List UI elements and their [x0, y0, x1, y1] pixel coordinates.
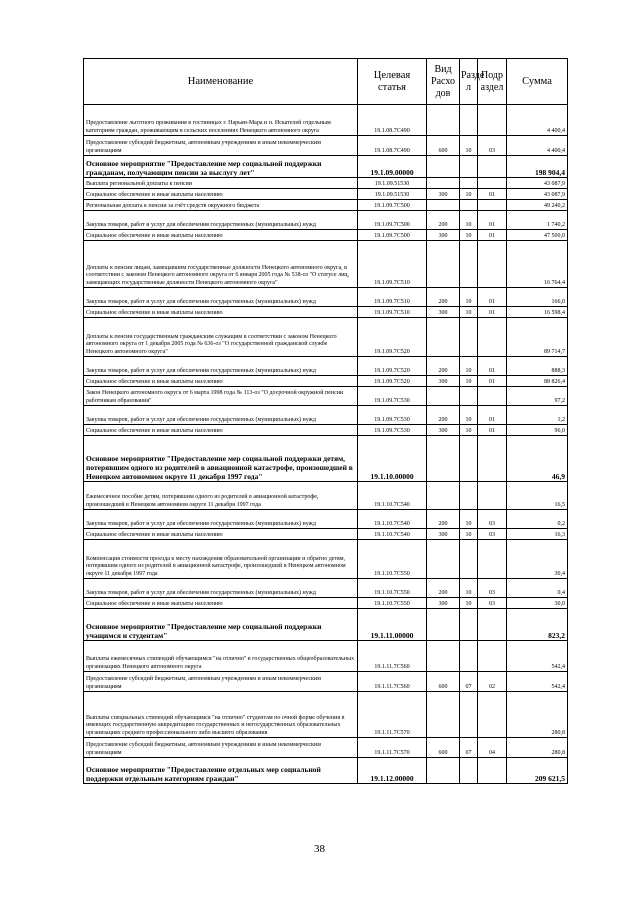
row-expense-type: 200: [427, 406, 460, 425]
row-amount: 30,4: [507, 540, 568, 579]
row-expense-type: [427, 318, 460, 357]
row-name: Компенсация стоимости проезда к месту нахождения образовательной организации и обратно детям, потерявшим одного из родителей в авиационной катастрофе, произошедшей в Ненецком автономном округе 11 декабря 1997 года: [84, 540, 358, 579]
row-subsection: 04: [478, 738, 507, 758]
row-name: Закупка товаров, работ и услуг для обеспечения государственных (муниципальных) нужд: [84, 510, 358, 529]
row-expense-type: 300: [427, 189, 460, 200]
row-subsection: [478, 156, 507, 178]
table-header-row: [84, 59, 568, 105]
row-section: [460, 609, 478, 641]
row-code: 19.1.09.7С520: [358, 357, 427, 376]
row-code: 19.1.11.7С560: [358, 672, 427, 692]
row-name: Закупка товаров, работ и услуг для обеспечения государственных (муниципальных) нужд: [84, 579, 358, 598]
table-row: [84, 189, 568, 200]
row-amount: 166,0: [507, 288, 568, 307]
row-section: 10: [460, 425, 478, 436]
row-expense-type: [427, 540, 460, 579]
row-subsection: 01: [478, 307, 507, 318]
table-row: [84, 406, 568, 425]
row-section: 10: [460, 211, 478, 230]
row-section: [460, 692, 478, 738]
row-expense-type: [427, 641, 460, 672]
row-code: 19.1.09.7С510: [358, 307, 427, 318]
row-section: 10: [460, 510, 478, 529]
row-expense-type: 300: [427, 376, 460, 387]
table-row: [84, 387, 568, 406]
row-section: 07: [460, 672, 478, 692]
header-sum: Сумма: [507, 59, 568, 105]
row-code: 19.1.08.7С490: [358, 136, 427, 156]
row-section: 10: [460, 579, 478, 598]
row-expense-type: [427, 609, 460, 641]
table-row: [84, 672, 568, 692]
row-code: 19.1.09.51530: [358, 178, 427, 189]
table-row-main-activity: [84, 156, 568, 178]
row-expense-type: [427, 482, 460, 510]
row-name: Доплаты к пенсии лицам, замещавшим государственные должности Ненецкого автономного округа, в соответствии с законом Ненецкого автономного округа от 6 января 2005 года № 538-оз "О статусе лиц, замещающих государственные должности Ненецкого автономного округа": [84, 241, 358, 288]
row-amount: 96,0: [507, 425, 568, 436]
budget-table: [83, 58, 568, 784]
row-amount: 280,8: [507, 692, 568, 738]
row-amount: 542,4: [507, 672, 568, 692]
row-amount: 823,2: [507, 609, 568, 641]
row-name: Основное мероприятие "Предоставление отдельных мер социальной поддержки отдельным категориям граждан": [84, 758, 358, 784]
row-section: [460, 641, 478, 672]
table-row: [84, 307, 568, 318]
row-expense-type: [427, 156, 460, 178]
table-row: [84, 482, 568, 510]
row-amount: 198 904,4: [507, 156, 568, 178]
row-code: 19.1.08.7С490: [358, 105, 427, 136]
row-code: 19.1.09.7С500: [358, 230, 427, 241]
row-name: Предоставление субсидий бюджетным, автономным учреждениям и иным некоммерческим организациям: [84, 136, 358, 156]
row-amount: 30,0: [507, 598, 568, 609]
row-name: Ежемесячное пособие детям, потерявшим одного из родителей в авиационной катастрофе, произошедшей в Ненецком автономном округе 11 декабря 1997 года: [84, 482, 358, 510]
row-section: [460, 482, 478, 510]
row-code: 19.1.09.51530: [358, 189, 427, 200]
row-expense-type: 300: [427, 529, 460, 540]
row-code: 19.1.09.7С500: [358, 200, 427, 211]
row-amount: 43 087,9: [507, 189, 568, 200]
row-amount: 888,3: [507, 357, 568, 376]
header-name: Наименование: [84, 59, 358, 105]
row-name: Закупка товаров, работ и услуг для обеспечения государственных (муниципальных) нужд: [84, 406, 358, 425]
row-amount: 4 400,4: [507, 105, 568, 136]
table-row: [84, 178, 568, 189]
table-row: [84, 136, 568, 156]
row-section: [460, 318, 478, 357]
row-name: Закупка товаров, работ и услуг для обеспечения государственных (муниципальных) нужд: [84, 288, 358, 307]
row-expense-type: [427, 200, 460, 211]
row-code: 19.1.10.7С550: [358, 579, 427, 598]
row-expense-type: [427, 758, 460, 784]
table-row: [84, 529, 568, 540]
row-amount: 89 714,7: [507, 318, 568, 357]
table-row: [84, 738, 568, 758]
row-code: 19.1.09.7С500: [358, 211, 427, 230]
row-name: Выплаты специальных стипендий обучающимся "на отлично" студентам по очной форме обучения в имеющих государственную аккредитацию государственных и негосударственных образовательных организациях среднего профессионального либо высшего образования: [84, 692, 358, 738]
row-subsection: 03: [478, 579, 507, 598]
row-code: 19.1.09.7С530: [358, 406, 427, 425]
row-expense-type: 200: [427, 357, 460, 376]
row-amount: 43 087,9: [507, 178, 568, 189]
table-row: [84, 241, 568, 288]
table-row: [84, 200, 568, 211]
row-subsection: 03: [478, 598, 507, 609]
row-subsection: 01: [478, 425, 507, 436]
row-section: [460, 387, 478, 406]
row-name: Основное мероприятие "Предоставление мер социальной поддержки детям, потерявшим одного из родителей в авиационной катастрофе, произошедшей в Ненецком автономном округе 11 декабря 1997 года": [84, 436, 358, 482]
row-expense-type: 200: [427, 288, 460, 307]
row-code: 19.1.11.7С560: [358, 641, 427, 672]
row-code: 19.1.09.7С520: [358, 318, 427, 357]
row-amount: 47 500,0: [507, 230, 568, 241]
row-name: Социальное обеспечение и иные выплаты населению: [84, 425, 358, 436]
page-number: 38: [314, 843, 325, 855]
row-subsection: 01: [478, 189, 507, 200]
budget-table-container: [83, 58, 567, 784]
table-row: [84, 641, 568, 672]
row-code: 19.1.11.00000: [358, 609, 427, 641]
row-amount: 46,9: [507, 436, 568, 482]
row-name: Предоставление субсидий бюджетным, автономным учреждениям и иным некоммерческим организациям: [84, 672, 358, 692]
row-subsection: 02: [478, 672, 507, 692]
row-section: 10: [460, 136, 478, 156]
table-row: [84, 105, 568, 136]
row-section: 10: [460, 288, 478, 307]
row-expense-type: 300: [427, 425, 460, 436]
row-name: Предоставление льготного проживания в гостиницах г. Нарьян-Мара и п. Искателей отдельным категориям граждан, проживающим в сельских поселениях Ненецкого автономного округа: [84, 105, 358, 136]
row-amount: 16 598,4: [507, 307, 568, 318]
row-section: 10: [460, 529, 478, 540]
row-name: Закупка товаров, работ и услуг для обеспечения государственных (муниципальных) нужд: [84, 211, 358, 230]
row-amount: 0,4: [507, 579, 568, 598]
table-row: [84, 318, 568, 357]
row-section: [460, 758, 478, 784]
row-amount: 280,8: [507, 738, 568, 758]
row-subsection: 03: [478, 529, 507, 540]
row-subsection: [478, 641, 507, 672]
row-expense-type: [427, 241, 460, 288]
row-section: [460, 105, 478, 136]
row-name: Социальное обеспечение и иные выплаты населению: [84, 376, 358, 387]
row-code: 19.1.09.7С510: [358, 288, 427, 307]
row-code: 19.1.10.7С540: [358, 529, 427, 540]
row-section: 10: [460, 307, 478, 318]
row-code: 19.1.10.7С550: [358, 540, 427, 579]
row-code: 19.1.11.7С570: [358, 692, 427, 738]
row-subsection: [478, 178, 507, 189]
row-name: Предоставление субсидий бюджетным, автономным учреждениям и иным некоммерческим организациям: [84, 738, 358, 758]
row-code: 19.1.11.7С570: [358, 738, 427, 758]
row-subsection: [478, 692, 507, 738]
row-name: Социальное обеспечение и иные выплаты населению: [84, 189, 358, 200]
row-expense-type: 300: [427, 307, 460, 318]
header-code: Целевая статья: [358, 59, 427, 105]
row-code: 19.1.09.7С520: [358, 376, 427, 387]
row-code: 19.1.12.00000: [358, 758, 427, 784]
table-row: [84, 579, 568, 598]
table-row: [84, 376, 568, 387]
row-amount: 0,2: [507, 510, 568, 529]
table-row: [84, 425, 568, 436]
table-row: [84, 540, 568, 579]
row-subsection: 01: [478, 211, 507, 230]
row-code: 19.1.10.7С540: [358, 510, 427, 529]
row-amount: 88 826,4: [507, 376, 568, 387]
row-subsection: [478, 200, 507, 211]
row-name: Основное мероприятие "Предоставление мер социальной поддержки гражданам, получающим пенсии за выслугу лет": [84, 156, 358, 178]
row-subsection: [478, 241, 507, 288]
header-rz: Разде л: [460, 59, 478, 105]
row-expense-type: 600: [427, 672, 460, 692]
row-expense-type: [427, 178, 460, 189]
row-section: [460, 178, 478, 189]
table-body: [84, 105, 568, 784]
row-expense-type: [427, 692, 460, 738]
row-amount: 542,4: [507, 641, 568, 672]
row-name: Выплата региональной доплаты к пенсии: [84, 178, 358, 189]
row-subsection: 01: [478, 230, 507, 241]
row-amount: 97,2: [507, 387, 568, 406]
row-expense-type: 600: [427, 738, 460, 758]
row-subsection: 01: [478, 376, 507, 387]
row-section: 10: [460, 189, 478, 200]
row-name: Доплаты к пенсии государственным гражданским служащим в соответствии с законом Ненецкого автономного округа от 1 декабря 2005 года № 636-оз "О государственной гражданской службе Ненецкого автономного округа": [84, 318, 358, 357]
table-row: [84, 510, 568, 529]
table-row: [84, 357, 568, 376]
row-expense-type: 200: [427, 510, 460, 529]
row-section: 10: [460, 230, 478, 241]
row-amount: 4 400,4: [507, 136, 568, 156]
table-row-main-activity: [84, 609, 568, 641]
row-subsection: 03: [478, 510, 507, 529]
row-amount: 16,3: [507, 529, 568, 540]
row-section: [460, 156, 478, 178]
row-amount: 49 240,2: [507, 200, 568, 211]
table-row: [84, 230, 568, 241]
row-section: [460, 200, 478, 211]
table-row: [84, 288, 568, 307]
row-code: 19.1.10.7С540: [358, 482, 427, 510]
row-name: Социальное обеспечение и иные выплаты населению: [84, 598, 358, 609]
row-name: Закон Ненецкого автономного округа от 6 марта 1998 года № 113-оз "О досрочной окружной пенсии работникам образования": [84, 387, 358, 406]
row-amount: 209 621,5: [507, 758, 568, 784]
row-subsection: [478, 318, 507, 357]
row-name: Выплаты ежемесячных стипендий обучающимся "на отлично" в государственных общеобразовательных организациях Ненецкого автономного округа: [84, 641, 358, 672]
row-name: Социальное обеспечение и иные выплаты населению: [84, 230, 358, 241]
row-subsection: 01: [478, 357, 507, 376]
row-code: 19.1.09.7С510: [358, 241, 427, 288]
row-section: [460, 540, 478, 579]
row-section: [460, 436, 478, 482]
row-subsection: [478, 387, 507, 406]
row-name: Региональная доплата к пенсии за счёт средств окружного бюджета: [84, 200, 358, 211]
header-pr: Подр аздел: [478, 59, 507, 105]
row-expense-type: [427, 105, 460, 136]
row-subsection: [478, 609, 507, 641]
row-subsection: [478, 482, 507, 510]
row-subsection: [478, 758, 507, 784]
table-row-main-activity: [84, 436, 568, 482]
row-name: Закупка товаров, работ и услуг для обеспечения государственных (муниципальных) нужд: [84, 357, 358, 376]
row-section: 10: [460, 406, 478, 425]
table-row-main-activity: [84, 758, 568, 784]
row-amount: 1,2: [507, 406, 568, 425]
row-amount: 16,5: [507, 482, 568, 510]
row-expense-type: [427, 387, 460, 406]
row-section: 07: [460, 738, 478, 758]
row-section: 10: [460, 357, 478, 376]
row-expense-type: 300: [427, 230, 460, 241]
row-name: Социальное обеспечение и иные выплаты населению: [84, 529, 358, 540]
row-expense-type: 200: [427, 211, 460, 230]
row-section: 10: [460, 598, 478, 609]
row-expense-type: [427, 436, 460, 482]
row-subsection: [478, 436, 507, 482]
row-amount: 16 764,4: [507, 241, 568, 288]
row-expense-type: 200: [427, 579, 460, 598]
row-subsection: 03: [478, 136, 507, 156]
row-code: 19.1.09.7С530: [358, 387, 427, 406]
row-code: 19.1.09.7С530: [358, 425, 427, 436]
row-subsection: [478, 105, 507, 136]
header-vr: Вид Расхо дов: [427, 59, 460, 105]
table-row: [84, 692, 568, 738]
row-subsection: 01: [478, 288, 507, 307]
table-row: [84, 211, 568, 230]
row-subsection: 01: [478, 406, 507, 425]
row-section: [460, 241, 478, 288]
row-subsection: [478, 540, 507, 579]
row-name: Социальное обеспечение и иные выплаты населению: [84, 307, 358, 318]
row-code: 19.1.10.00000: [358, 436, 427, 482]
row-expense-type: 300: [427, 598, 460, 609]
row-code: 19.1.10.7С550: [358, 598, 427, 609]
row-section: 10: [460, 376, 478, 387]
row-amount: 1 740,2: [507, 211, 568, 230]
row-name: Основное мероприятие "Предоставление мер социальной поддержки учащимся и студентам": [84, 609, 358, 641]
table-row: [84, 598, 568, 609]
row-expense-type: 600: [427, 136, 460, 156]
row-code: 19.1.09.00000: [358, 156, 427, 178]
